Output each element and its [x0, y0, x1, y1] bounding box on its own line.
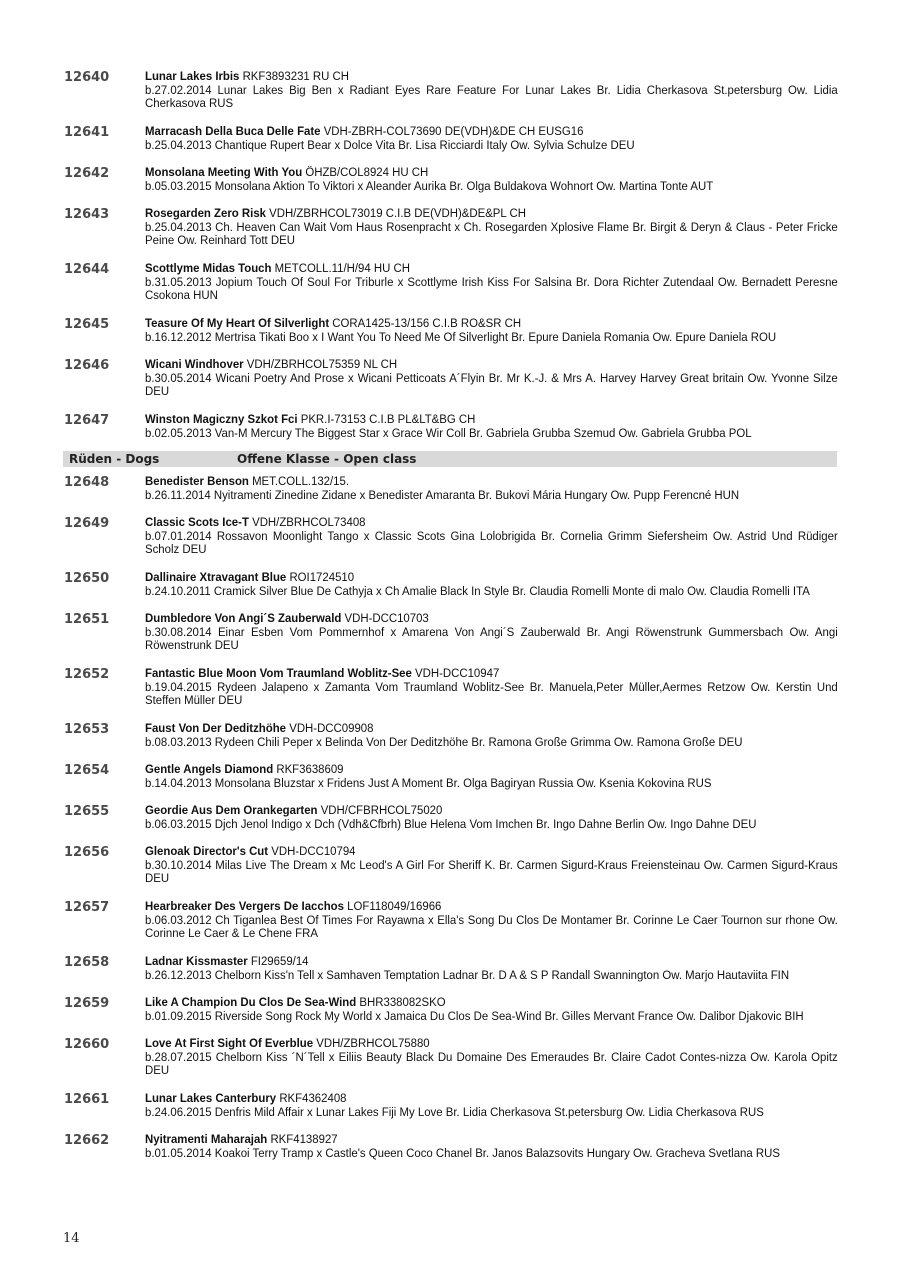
entry-number: 12651: [64, 612, 110, 627]
dog-name: Teasure Of My Heart Of Silverlight: [145, 316, 330, 330]
entry-body: [145, 845, 838, 886]
dog-name: Lunar Lakes Irbis: [145, 69, 240, 83]
entry-number: 12648: [64, 475, 110, 490]
entry-details: b.26.11.2014 Nyitramenti Zinedine Zidane x Benedister Amaranta Br. Bukovi Mária Hungary Ow. Pupp Ferencné HUN: [145, 487, 740, 502]
dog-name: Glenoak Director's Cut: [145, 844, 269, 858]
registration: VDH/ZBRHCOL75359 NL CH: [246, 357, 398, 371]
entry-number: 12657: [64, 900, 110, 915]
registration: VDH-DCC10703: [344, 611, 429, 625]
entry-details: b.25.04.2013 Chantique Rupert Bear x Dolce Vita Br. Lisa Ricciardi Italy Ow. Sylvia Schulze DEU: [145, 137, 635, 152]
registration: VDH/ZBRHCOL73019 C.I.B DE(VDH)&DE&PL CH: [269, 206, 526, 220]
entry-number: 12650: [64, 571, 110, 586]
entry-details: b.30.10.2014 Milas Live The Dream x Mc Leod's A Girl For Sheriff K. Br. Carmen Sigurd-Kraus Freiensteinau Ow. Carmen Sigurd-Kraus DEU: [145, 857, 838, 886]
dog-name: Hearbreaker Des Vergers De Iacchos: [145, 899, 344, 913]
entry: [64, 262, 840, 312]
dog-name: Dallinaire Xtravagant Blue: [145, 570, 287, 584]
entry-details: b.06.03.2015 Djch Jenol Indigo x Dch (Vdh&Cfbrh) Blue Helena Vom Imchen Br. Ingo Dahne Berlin Ow. Ingo Dahne DEU: [145, 816, 757, 831]
entry-details: b.16.12.2012 Mertrisa Tikati Boo x I Want You To Need Me Of Silverlight Br. Epure Daniela Romania Ow. Epure Daniela ROU: [145, 329, 777, 344]
entry-body: [145, 722, 838, 749]
entry-body: [145, 612, 838, 653]
entry: [64, 667, 840, 717]
entry-details: b.19.04.2015 Rydeen Jalapeno x Zamanta Vom Traumland Woblitz-See Br. Manuela,Peter Müller,Aermes Retzow Ow. Kerstin Und Steffen Müller DEU: [145, 679, 838, 708]
entry-number: 12643: [64, 207, 110, 222]
entry-number: 12649: [64, 516, 110, 531]
registration: ROI1724510: [289, 570, 355, 584]
entry-details: b.05.03.2015 Monsolana Aktion To Viktori x Aleander Aurika Br. Olga Buldakova Wohnort Ow. Martina Tonte AUT: [145, 178, 714, 193]
registration: RKF4362408: [279, 1091, 347, 1105]
entry: [64, 125, 840, 161]
registration: VDH-DCC10947: [415, 666, 500, 680]
entry-details: b.14.04.2013 Monsolana Bluzstar x Fridens Just A Moment Br. Olga Bagiryan Russia Ow. Ksenia Kokovina RUS: [145, 775, 712, 790]
registration: METCOLL.11/H/94 HU CH: [274, 261, 411, 275]
entry-details: b.25.04.2013 Ch. Heaven Can Wait Vom Haus Rosenpracht x Ch. Rosegarden Xplosive Flame Br. Birgit & Deryn & Claus - Peter Fricke Peine Ow. Reinhard Tott DEU: [145, 219, 838, 248]
page-number: 14: [63, 1231, 80, 1246]
dog-name: Fantastic Blue Moon Vom Traumland Woblitz-See: [145, 666, 412, 680]
entry-body: [145, 763, 838, 790]
entry-body: [145, 70, 838, 111]
entry-body: [145, 667, 838, 708]
entry: [64, 804, 840, 840]
dog-name: Nyitramenti Maharajah: [145, 1132, 268, 1146]
entry-body: [145, 1092, 838, 1119]
entry: [64, 996, 840, 1032]
dog-name: Faust Von Der Deditzhöhe: [145, 721, 287, 735]
registration: PKR.I-73153 C.I.B PL&LT&BG CH: [300, 412, 476, 426]
registration: RKF4138927: [270, 1132, 338, 1146]
entry-details: b.01.09.2015 Riverside Song Rock My World x Jamaica Du Clos De Sea-Wind Br. Gilles Mervant France Ow. Dalibor Djakovic BIH: [145, 1008, 804, 1023]
entry-body: [145, 317, 838, 344]
entry: [64, 475, 840, 511]
entry-details: b.24.06.2015 Denfris Mild Affair x Lunar Lakes Fiji My Love Br. Lidia Cherkasova St.petersburg Ow. Lidia Cherkasova RUS: [145, 1104, 764, 1119]
registration: VDH/CFBRHCOL75020: [320, 803, 443, 817]
entry: [64, 317, 840, 353]
entry-number: 12653: [64, 722, 110, 737]
entry-body: [145, 358, 838, 399]
section-class-label: Offene Klasse - Open class: [237, 452, 417, 466]
entry: [64, 571, 840, 607]
entry: [64, 1092, 840, 1128]
entry: [64, 166, 840, 202]
registration: CORA1425-13/156 C.I.B RO&SR CH: [332, 316, 522, 330]
entry-body: [145, 262, 838, 303]
entry-details: b.24.10.2011 Cramick Silver Blue De Cathyja x Ch Amalie Black In Style Br. Claudia Romelli Monte di malo Ow. Claudia Romelli ITA: [145, 583, 810, 598]
entry-number: 12645: [64, 317, 110, 332]
entry: [64, 763, 840, 799]
entry: [64, 845, 840, 895]
entry-body: [145, 571, 838, 598]
dog-name: Love At First Sight Of Everblue: [145, 1036, 314, 1050]
entry-number: 12656: [64, 845, 110, 860]
dog-name: Rosegarden Zero Risk: [145, 206, 267, 220]
dog-name: Monsolana Meeting With You: [145, 165, 303, 179]
dog-name: Dumbledore Von Angi´S Zauberwald: [145, 611, 342, 625]
entry-details: b.31.05.2013 Jopium Touch Of Soul For Triburle x Scottlyme Irish Kiss For Salsina Br. Dora Richter Zutendaal Ow. Bernadett Peresne Csokona HUN: [145, 274, 838, 303]
entry-details: b.08.03.2013 Rydeen Chili Peper x Belinda Von Der Deditzhöhe Br. Ramona Große Grimma Ow. Ramona Große DEU: [145, 734, 743, 749]
entry: [64, 413, 840, 449]
registration: VDH/ZBRHCOL75880: [316, 1036, 430, 1050]
entry-number: 12659: [64, 996, 110, 1011]
entry-body: [145, 955, 838, 982]
entry-number: 12662: [64, 1133, 110, 1148]
entry-number: 12652: [64, 667, 110, 682]
entry-body: [145, 996, 838, 1023]
entry-number: 12640: [64, 70, 110, 85]
registration: VDH/ZBRHCOL73408: [252, 515, 366, 529]
entry: [64, 612, 840, 662]
dog-name: Geordie Aus Dem Orankegarten: [145, 803, 318, 817]
entry: [64, 955, 840, 991]
entry-body: [145, 125, 838, 152]
entry-details: b.07.01.2014 Rossavon Moonlight Tango x Classic Scots Gina Lolobrigida Br. Cornelia Grimm Siefersheim Ow. Astrid Und Rüdiger Scholz DEU: [145, 528, 838, 557]
entry-details: b.26.12.2013 Chelborn Kiss'n Tell x Samhaven Temptation Ladnar Br. D A & S P Randall Swannington Ow. Marjo Hautaviita FIN: [145, 967, 790, 982]
dog-name: Like A Champion Du Clos De Sea-Wind: [145, 995, 357, 1009]
entry-number: 12647: [64, 413, 110, 428]
registration: VDH-DCC09908: [289, 721, 374, 735]
entry: [64, 900, 840, 950]
dog-name: Marracash Della Buca Delle Fate: [145, 124, 321, 138]
entry-details: b.30.05.2014 Wicani Poetry And Prose x Wicani Petticoats A´Flyin Br. Mr K.-J. & Mrs A. Harvey Harvey Great britain Ow. Yvonne Silze DEU: [145, 370, 838, 399]
dog-name: Lunar Lakes Canterbury: [145, 1091, 277, 1105]
entry-details: b.27.02.2014 Lunar Lakes Big Ben x Radiant Eyes Rare Feature For Lunar Lakes Br. Lidia Cherkasova St.petersburg Ow. Lidia Cherkasova RUS: [145, 82, 838, 111]
registration: RKF3638609: [276, 762, 344, 776]
entry-details: b.30.08.2014 Einar Esben Vom Pommernhof x Amarena Von Angi´S Zauberwald Br. Angi Röwenstrunk Gummersbach Ow. Angi Röwenstrunk DEU: [145, 624, 838, 653]
entry-body: [145, 804, 838, 831]
dog-name: Winston Magiczny Szkot Fci: [145, 412, 298, 426]
entry: [64, 1037, 840, 1087]
entry-details: b.28.07.2015 Chelborn Kiss ´N´Tell x Eiliis Beauty Black Du Domaine Des Emeraudes Br. Claire Cadot Contes-nizza Ow. Karola Opitz DEU: [145, 1049, 838, 1078]
entry-details: b.01.05.2014 Koakoi Terry Tramp x Castle's Queen Coco Chanel Br. Janos Balazsovits Hungary Ow. Gracheva Svetlana RUS: [145, 1145, 780, 1160]
dog-name: Benedister Benson: [145, 474, 249, 488]
entry: [64, 1133, 840, 1169]
entry-number: 12654: [64, 763, 110, 778]
dog-name: Gentle Angels Diamond: [145, 762, 274, 776]
entry-body: [145, 1133, 838, 1160]
dog-name: Classic Scots Ice-T: [145, 515, 249, 529]
entry-details: b.02.05.2013 Van-M Mercury The Biggest Star x Grace Wir Coll Br. Gabriela Grubba Szemud Ow. Gabriela Grubba POL: [145, 425, 752, 440]
entry: [64, 207, 840, 257]
dog-name: Ladnar Kissmaster: [145, 954, 248, 968]
registration: MET.COLL.132/15.: [252, 474, 350, 488]
registration: BHR338082SKO: [359, 995, 446, 1009]
entry-body: [145, 166, 838, 193]
registration: VDH-DCC10794: [271, 844, 356, 858]
registration: LOF118049/16966: [347, 899, 442, 913]
entry-body: [145, 516, 838, 557]
registration: VDH-ZBRH-COL73690 DE(VDH)&DE CH EUSG16: [323, 124, 584, 138]
dog-name: Wicani Windhover: [145, 357, 244, 371]
entry-number: 12641: [64, 125, 110, 140]
entry: [64, 516, 840, 566]
entry-number: 12658: [64, 955, 110, 970]
registration: ÖHZB/COL8924 HU CH: [305, 165, 429, 179]
class-section-header: [63, 451, 837, 467]
entry-body: [145, 1037, 838, 1078]
dog-name: Scottlyme Midas Touch: [145, 261, 272, 275]
entry-number: 12661: [64, 1092, 110, 1107]
entry-body: [145, 900, 838, 941]
entry-body: [145, 207, 838, 248]
entry-number: 12646: [64, 358, 110, 373]
section-sex-label: Rüden - Dogs: [69, 452, 160, 466]
entry-body: [145, 475, 838, 502]
entry: [64, 722, 840, 758]
entry-number: 12660: [64, 1037, 110, 1052]
entry-number: 12655: [64, 804, 110, 819]
entry: [64, 70, 840, 120]
registration: RKF3893231 RU CH: [242, 69, 350, 83]
entry-details: b.06.03.2012 Ch Tiganlea Best Of Times For Rayawna x Ella's Song Du Clos De Montamer Br. Corinne Le Caer Tournon sur rhone Ow. Corinne Le Caer & Le Chene FRA: [145, 912, 838, 941]
entry-number: 12644: [64, 262, 110, 277]
registration: FI29659/14: [250, 954, 309, 968]
entry: [64, 358, 840, 408]
entry-number: 12642: [64, 166, 110, 181]
entry-body: [145, 413, 838, 440]
